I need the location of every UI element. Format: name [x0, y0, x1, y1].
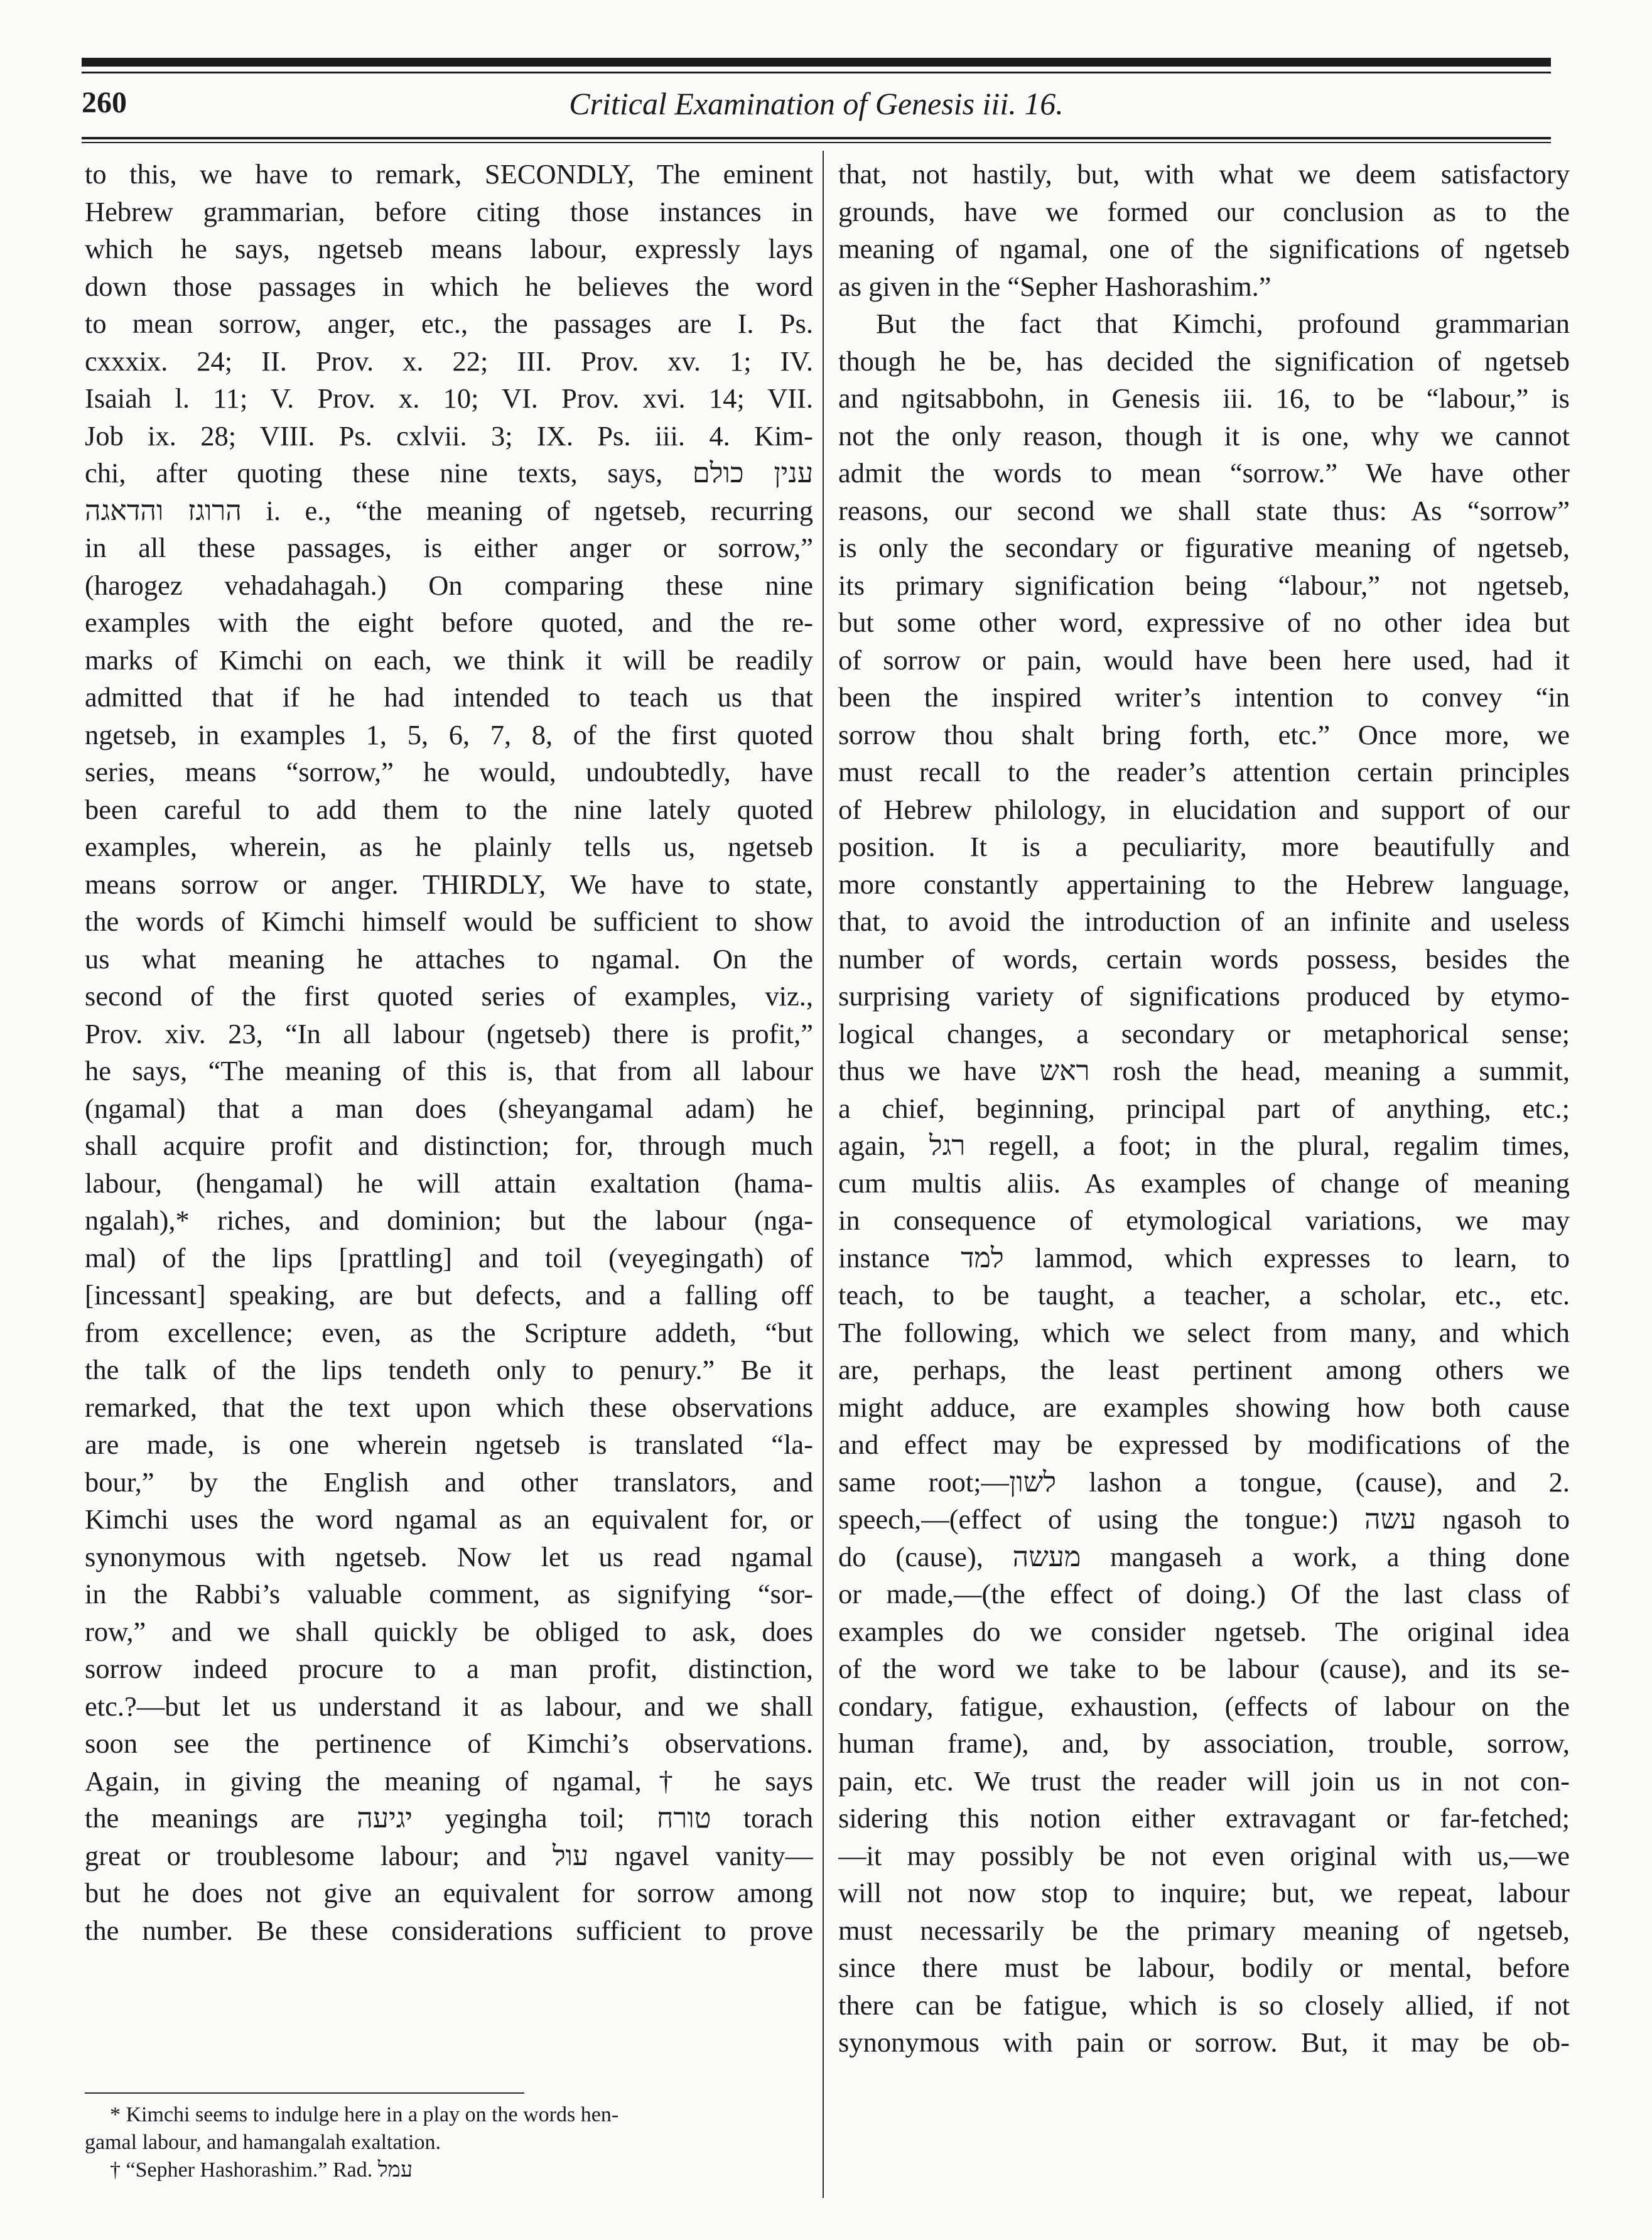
text-line: great or troublesome labour; and עול ngavel vanity— — [85, 1839, 813, 1871]
text-line: shall acquire profit and distinction; for, through much — [85, 1130, 813, 1161]
header-rule-thin — [82, 72, 1551, 73]
text-line: ngalah),* riches, and dominion; but the labour (nga- — [85, 1204, 813, 1236]
text-line: The following, which we select from many, and which — [838, 1316, 1570, 1348]
text-line: but some other word, expressive of no other idea but — [838, 607, 1570, 638]
text-line: Kimchi uses the word ngamal as an equivalent for, or — [85, 1503, 813, 1535]
text-line: sidering this notion either extravagant or far-fetched; — [838, 1802, 1570, 1834]
text-line: the number. Be these considerations sufficient to prove — [85, 1914, 813, 1946]
text-line: ngetseb, in examples 1, 5, 6, 7, 8, of the first quoted — [85, 718, 813, 750]
text-line: as given in the “Sepher Hashorashim.” — [838, 270, 1271, 302]
column-divider — [823, 151, 824, 2198]
footnote-rule — [85, 2092, 524, 2094]
text-line: sorrow thou shalt bring forth, etc.” Once more, we — [838, 718, 1570, 750]
text-line: are made, is one wherein ngetseb is translated “la- — [85, 1429, 813, 1460]
text-line: there can be fatigue, which is so closely allied, if not — [838, 1989, 1570, 2021]
text-line: labour, (hengamal) he will attain exaltation (hama- — [85, 1167, 813, 1199]
text-line: admit the words to mean “sorrow.” We have other — [838, 457, 1570, 489]
text-line: Prov. xiv. 23, “In all labour (ngetseb) there is profit,” — [85, 1017, 813, 1049]
text-line: to mean sorrow, anger, etc., the passages are I. Ps. — [85, 308, 813, 339]
text-line: cxxxix. 24; II. Prov. x. 22; III. Prov. xv. 1; IV. — [85, 345, 813, 377]
title-rule — [82, 137, 1551, 139]
text-line: thus we have ראש rosh the head, meaning a summit, — [838, 1055, 1570, 1086]
text-line: speech,—(effect of using the tongue:) עשה ngasoh to — [838, 1503, 1570, 1535]
text-line: must recall to the reader’s attention certain principles — [838, 756, 1570, 787]
text-line: more constantly appertaining to the Hebrew language, — [838, 868, 1570, 900]
text-line: examples, wherein, as he plainly tells us, ngetseb — [85, 831, 813, 862]
text-line: הרוגז והדאגה i. e., “the meaning of ngetseb, recurring — [85, 494, 813, 526]
page-number: 260 — [82, 86, 127, 119]
text-line: and ngitsabbohn, in Genesis iii. 16, to be “labour,” is — [838, 382, 1570, 414]
text-line: Again, in giving the meaning of ngamal,† he says — [85, 1765, 813, 1797]
text-line: same root;—לשון lashon a tongue, (cause), and 2. — [838, 1466, 1570, 1498]
text-line: means sorrow or anger. THIRDLY, We have to state, — [85, 868, 813, 900]
text-line: —it may possibly be not even original with us,—we — [838, 1839, 1570, 1871]
text-line: reasons, our second we shall state thus: As “sorrow” — [838, 494, 1570, 526]
text-line: teach, to be taught, a teacher, a scholar, etc., etc. — [838, 1279, 1570, 1311]
text-line: the meanings are יגיעה yegingha toil; טורח torach — [85, 1802, 813, 1834]
footnote-line: gamal labour, and hamangalah exaltation. — [85, 2131, 441, 2154]
text-line: is only the secondary or figurative meaning of ngetseb, — [838, 532, 1570, 563]
text-line: logical changes, a secondary or metaphorical sense; — [838, 1017, 1570, 1049]
right-column — [838, 156, 1570, 2062]
footnote-line: * Kimchi seems to indulge here in a play on the words hen- — [110, 2103, 619, 2126]
text-line: Job ix. 28; VIII. Ps. cxlvii. 3; IX. Ps. iii. 4. Kim- — [85, 419, 813, 452]
text-line: or made,—(the effect of doing.) Of the last class of — [838, 1578, 1570, 1610]
text-line: which he says, ngetseb means labour, expressly lays — [85, 233, 813, 264]
text-line: pain, etc. We trust the reader will join us in not con- — [838, 1765, 1570, 1797]
text-line: examples with the eight before quoted, and the re- — [85, 607, 813, 638]
text-line: since there must be labour, bodily or mental, before — [838, 1952, 1570, 1983]
text-line: Isaiah l. 11; V. Prov. x. 10; VI. Prov. xvi. 14; VII. — [85, 382, 813, 414]
text-line: cum multis aliis. As examples of change of meaning — [838, 1167, 1570, 1199]
text-line: are, perhaps, the least pertinent among others we — [838, 1354, 1570, 1385]
text-line: he says, “The meaning of this is, that from all labour — [85, 1055, 813, 1086]
text-line: that, not hastily, but, with what we deem satisfactory — [838, 158, 1570, 190]
text-line: But the fact that Kimchi, profound grammarian — [876, 308, 1570, 339]
text-line: bour,” by the English and other translators, and — [85, 1466, 813, 1498]
page-header — [82, 82, 1551, 132]
text-line: admitted that if he had intended to teach us that — [85, 681, 813, 713]
text-line: meaning of ngamal, one of the significations of ngetseb — [838, 233, 1570, 264]
text-line: (ngamal) that a man does (sheyangamal adam) he — [85, 1092, 813, 1124]
text-line: of the word we take to be labour (cause), and its se- — [838, 1653, 1570, 1684]
text-line: to this, we have to remark, SECONDLY, The eminent — [85, 158, 813, 190]
text-line: synonymous with ngetseb. Now let us read ngamal — [85, 1540, 813, 1572]
text-line: instance למד lammod, which expresses to learn, to — [838, 1242, 1570, 1274]
header-rule-thick — [82, 58, 1551, 67]
text-line: mal) of the lips [prattling] and toil (veyegingath) of — [85, 1242, 813, 1274]
text-line: not the only reason, though it is one, why we cannot — [838, 419, 1570, 452]
text-line: remarked, that the text upon which these observations — [85, 1391, 813, 1423]
footnote-line: † “Sepher Hashorashim.” Rad. עמל — [110, 2158, 413, 2182]
text-line: condary, fatigue, exhaustion, (effects of labour on the — [838, 1690, 1570, 1722]
text-line: the words of Kimchi himself would be sufficient to show — [85, 906, 813, 937]
text-line: of Hebrew philology, in elucidation and support of our — [838, 793, 1570, 825]
text-line: examples do we consider ngetseb. The original idea — [838, 1615, 1570, 1647]
text-line: synonymous with pain or sorrow. But, it may be ob- — [838, 2026, 1570, 2058]
text-line: in all these passages, is either anger or sorrow,” — [85, 532, 813, 563]
text-line: etc.?—but let us understand it as labour, and we shall — [85, 1690, 813, 1722]
text-line: its primary signification being “labour,” not ngetseb, — [838, 569, 1570, 601]
text-line: the talk of the lips tendeth only to penury.” Be it — [85, 1354, 813, 1385]
text-line: soon see the pertinence of Kimchi’s observations. — [85, 1728, 813, 1759]
text-line: in consequence of etymological variations, we may — [838, 1204, 1570, 1236]
text-line: down those passages in which he believes the word — [85, 270, 813, 302]
text-line: might adduce, are examples showing how both cause — [838, 1391, 1570, 1423]
text-line: from excellence; even, as the Scripture addeth, “but — [85, 1316, 813, 1348]
text-line: marks of Kimchi on each, we think it will be readily — [85, 644, 813, 676]
text-line: been the inspired writer’s intention to convey “in — [838, 681, 1570, 713]
text-line: but he does not give an equivalent for sorrow among — [85, 1877, 813, 1908]
text-line: second of the first quoted series of examples, viz., — [85, 980, 813, 1012]
text-line: Hebrew grammarian, before citing those instances in — [85, 195, 813, 227]
text-line: surprising variety of significations produced by etymo- — [838, 980, 1570, 1012]
text-line: human frame), and, by association, trouble, sorrow, — [838, 1728, 1570, 1759]
text-line: sorrow indeed procure to a man profit, distinction, — [85, 1653, 813, 1684]
text-line: grounds, have we formed our conclusion as to the — [838, 195, 1570, 227]
text-line: and effect may be expressed by modifications of the — [838, 1429, 1570, 1460]
text-line: chi, after quoting these nine texts, says, ענין כולם — [85, 457, 813, 489]
text-line: do (cause), מעשה mangaseh a work, a thing done — [838, 1540, 1570, 1572]
running-title: Critical Examination of Genesis iii. 16. — [569, 86, 1064, 121]
text-line: [incessant] speaking, are but defects, and a falling off — [85, 1279, 813, 1311]
text-line: row,” and we shall quickly be obliged to ask, does — [85, 1615, 813, 1647]
text-line: position. It is a peculiarity, more beautifully and — [838, 831, 1570, 862]
text-line: series, means “sorrow,” he would, undoubtedly, have — [85, 756, 813, 787]
text-line: in the Rabbi’s valuable comment, as signifying “sor- — [85, 1578, 813, 1610]
text-line: us what meaning he attaches to ngamal. On the — [85, 943, 813, 975]
left-column — [85, 156, 813, 1949]
text-line: again, רגל regell, a foot; in the plural, regalim times, — [838, 1130, 1570, 1161]
text-line: though he be, has decided the signification of ngetseb — [838, 345, 1570, 377]
text-line: must necessarily be the primary meaning of ngetseb, — [838, 1914, 1570, 1946]
text-line: a chief, beginning, principal part of anything, etc.; — [838, 1092, 1570, 1124]
footnotes — [85, 2101, 813, 2184]
text-line: of sorrow or pain, would have been here used, had it — [838, 644, 1570, 676]
text-line: (harogez vehadahagah.) On comparing these nine — [85, 569, 813, 601]
text-line: will not now stop to inquire; but, we repeat, labour — [838, 1877, 1570, 1908]
text-line: that, to avoid the introduction of an infinite and useless — [838, 906, 1570, 937]
text-line: number of words, certain words possess, besides the — [838, 943, 1570, 975]
text-line: been careful to add them to the nine lately quoted — [85, 793, 813, 825]
title-rule-thin — [82, 142, 1551, 143]
